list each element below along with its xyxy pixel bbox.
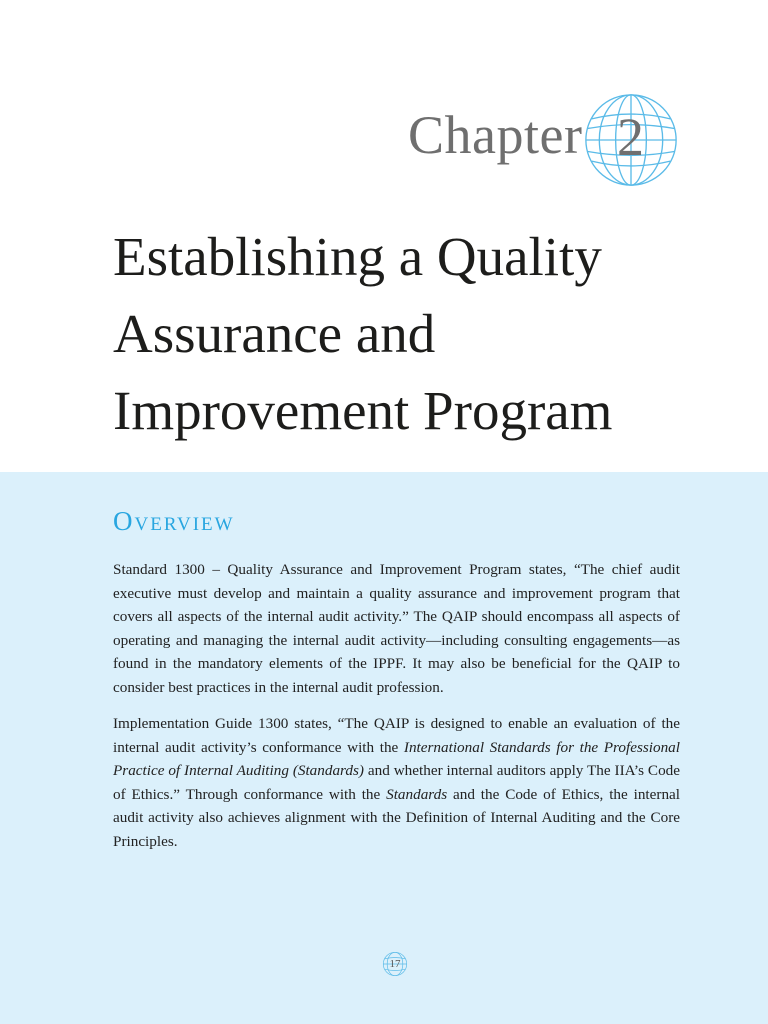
paragraph-text: Implementation Guide 1300 states, “The QAIP is designed to enable an evaluation of the internal audit activity’s conformance with the xyxy=(113,715,680,756)
paragraph-text: and whether internal auditors apply The IIA’s Code of Ethics.” Through conformance with the xyxy=(113,762,680,803)
chapter-number: 2 xyxy=(617,107,644,167)
page-number: 17 xyxy=(389,958,401,970)
page-title xyxy=(113,218,733,449)
paragraph-text: and the Code of Ethics, the internal audit activity also achieves alignment with the Definition of Internal Auditing and the Core Principles. xyxy=(113,785,680,850)
title-line: Establishing a Quality xyxy=(113,226,602,287)
overview-paragraph: Standard 1300 – Quality Assurance and Improvement Program states, “The chief audit executive must develop and maintain a quality assurance and improvement program that covers all aspects of the internal audit activity.” The QAIP should encompass all aspects of operating and managing the internal audit activity—including consulting engagements—as found in the mandatory elements of the IPPF. It may also be beneficial for the QAIP to consider best practices in the internal audit profession. xyxy=(113,561,680,696)
overview-heading: Overview xyxy=(113,506,235,536)
overview-paragraph xyxy=(113,712,680,854)
standards-term: Standards xyxy=(386,785,448,803)
overview-section xyxy=(0,472,768,1024)
title-line: Improvement Program xyxy=(113,380,613,441)
standards-title: International Standards for the Professional Practice of Internal Auditing (Standards) xyxy=(113,738,680,780)
title-line: Assurance and xyxy=(113,303,436,364)
chapter-label: Chapter xyxy=(408,105,583,165)
